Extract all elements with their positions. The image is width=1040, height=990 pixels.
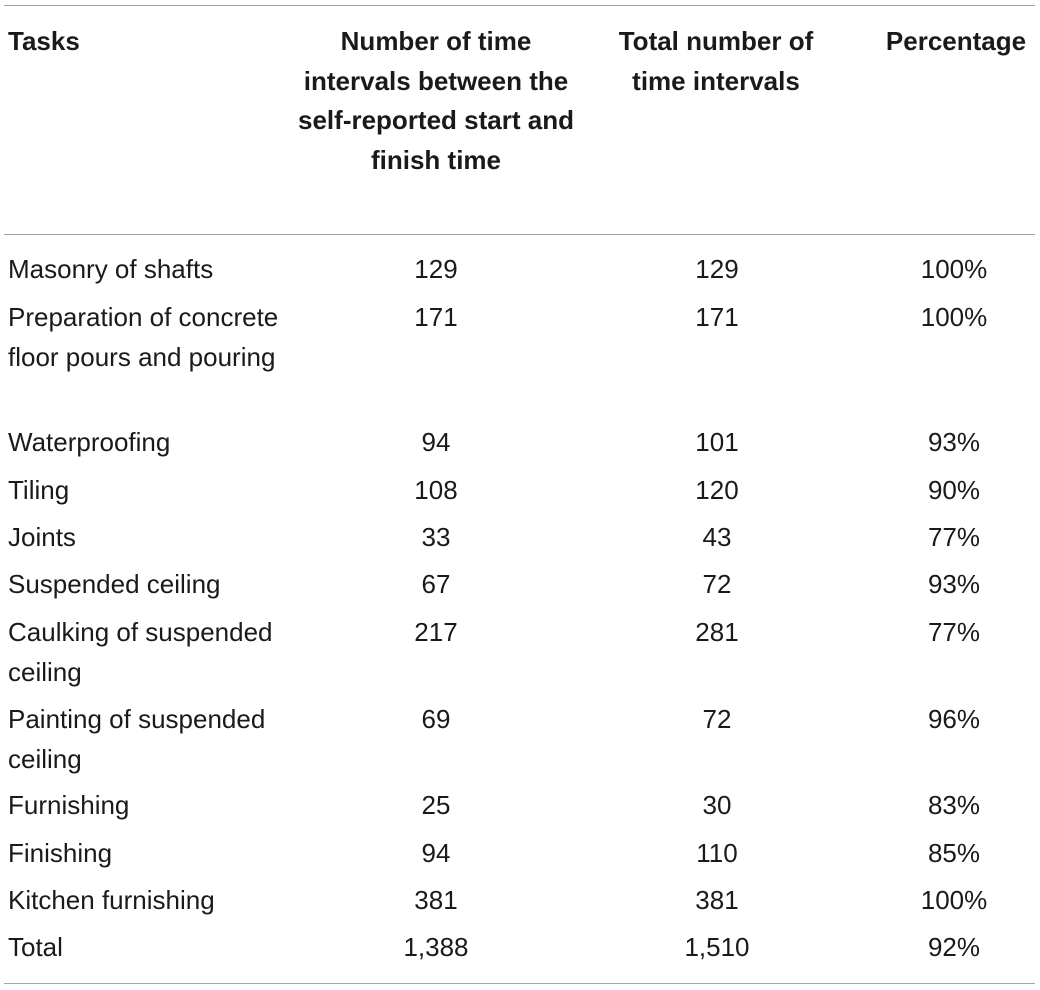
percentage-cell: 77% xyxy=(927,617,981,647)
total-intervals-cell: 30 xyxy=(702,790,732,820)
header-tasks: Tasks xyxy=(8,26,80,56)
task-cell: Finishing xyxy=(8,838,113,868)
total-intervals-cell: 72 xyxy=(702,704,732,734)
table-bottom-rule xyxy=(4,983,1035,984)
task-cell: Waterproofing xyxy=(8,427,171,457)
task-cell: Kitchen furnishing xyxy=(8,885,215,915)
percentage-cell: 83% xyxy=(927,790,981,820)
task-cell: Masonry of shafts xyxy=(8,254,214,284)
intervals-between-cell: 69 xyxy=(421,704,451,734)
intervals-between-cell: 129 xyxy=(414,254,458,284)
total-intervals-cell: 110 xyxy=(696,838,738,868)
task-cell: Joints xyxy=(8,522,76,552)
percentage-cell: 85% xyxy=(927,838,981,868)
percentage-cell: 100% xyxy=(920,885,988,915)
header-intervals-between: Number of time intervals between the self-reported start and finish time xyxy=(298,26,574,175)
task-cell: Caulking of suspended ceiling xyxy=(8,617,273,687)
header-percentage: Percentage xyxy=(885,26,1027,56)
task-cell: Preparation of concrete floor pours and pouring xyxy=(8,302,279,372)
total-intervals-cell: 381 xyxy=(695,885,739,915)
header-total-intervals: Total number of time intervals xyxy=(618,26,814,96)
total-intervals-cell: 1,510 xyxy=(684,932,750,962)
intervals-between-cell: 1,388 xyxy=(403,932,469,962)
table-top-rule xyxy=(4,5,1035,6)
intervals-between-cell: 94 xyxy=(421,427,451,457)
task-cell: Suspended ceiling xyxy=(8,569,221,599)
task-cell: Painting of suspended ceiling xyxy=(8,704,266,774)
total-intervals-cell: 120 xyxy=(695,475,739,505)
intervals-between-cell: 94 xyxy=(421,838,451,868)
intervals-between-cell: 33 xyxy=(421,522,451,552)
total-intervals-cell: 281 xyxy=(695,617,739,647)
task-cell: Furnishing xyxy=(8,790,130,820)
percentage-cell: 96% xyxy=(927,704,981,734)
intervals-between-cell: 25 xyxy=(421,790,451,820)
percentage-cell: 100% xyxy=(920,254,988,284)
total-intervals-cell: 101 xyxy=(695,427,739,457)
total-intervals-cell: 171 xyxy=(695,302,739,332)
percentage-cell: 92% xyxy=(927,932,981,962)
total-intervals-cell: 129 xyxy=(695,254,739,284)
percentage-cell: 100% xyxy=(920,302,988,332)
total-intervals-cell: 72 xyxy=(702,569,732,599)
intervals-between-cell: 67 xyxy=(421,569,451,599)
percentage-cell: 93% xyxy=(927,569,981,599)
intervals-between-cell: 217 xyxy=(414,617,458,647)
intervals-between-cell: 381 xyxy=(414,885,458,915)
intervals-between-cell: 108 xyxy=(414,475,458,505)
percentage-cell: 93% xyxy=(927,427,981,457)
header-rule xyxy=(4,234,1035,235)
intervals-between-cell: 171 xyxy=(414,302,458,332)
percentage-cell: 90% xyxy=(927,475,981,505)
percentage-cell: 77% xyxy=(927,522,981,552)
total-intervals-cell: 43 xyxy=(702,522,732,552)
task-cell: Total xyxy=(8,932,63,962)
task-cell: Tiling xyxy=(8,475,70,505)
